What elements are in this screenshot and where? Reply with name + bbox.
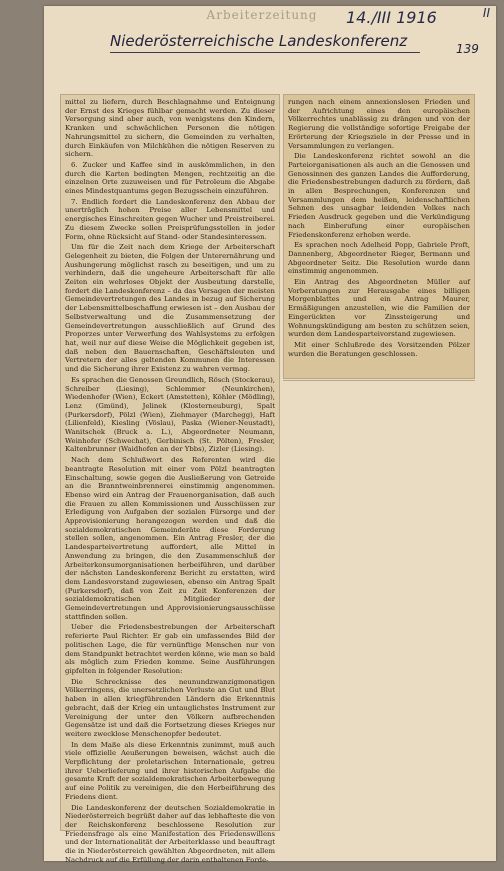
handwritten-title: Niederösterreichische Landeskonferenz: [110, 32, 408, 50]
newspaper-masthead: Arbeiterzeitung: [206, 8, 318, 22]
page-number: II: [482, 6, 490, 20]
clipping-edge: [283, 380, 475, 381]
newspaper-clipping-right: [283, 94, 475, 379]
article-paragraph: Mit einer Schlußrede des Vorsitzenden Pölzer wurden die Beratungen geschlossen.: [288, 340, 470, 358]
handwritten-date: 14./III 1916: [346, 8, 437, 27]
article-paragraph: mittel zu liefern, durch Beschlagnahme und Enteignung der Ernst des Krieges fühlbar gemacht werden. Zu dieser Versorgung sind aber auch, von wenigstens den Kindern, Kranken und schwächlichen Personen die nötigen Nahrungsmittel zu sichern, die Gemeinden zu verhalten, durch Einkäufen von Milchkühen die nötigen Reserven zu sichern.: [65, 98, 275, 159]
article-paragraph: Nach dem Schlußwort des Referenten wird die beantragte Resolution mit einer vom Pölzl beantragten Einschaltung, sowie gegen die Ausließerung von Getreide an die Branntweinbrennerei einstimmig angenommen. Ebenso wird ein Antrag der Frauenorganisation, daß auch die Frauen zu allen Kommissionen und Ausschüssen zur Erledigung von Aufgaben der sozialen Fürsorge und der Approvisionierung herangezogen werden und daß die sozialdemokratischen Gemeinderäte diese Forderung stellen sollen, angenommen. Ein Antrag Fresler, der die Landesparteivertretung auffordert, alle Mittel in Anwendung zu bringen, die den Zusammenschluß der Arbeiterkonsumorganisationen herbeiführen, und darüber der nächsten Landeskonferenz Bericht zu erstatten, wird dem Landesvorstand zugewiesen, ebenso ein Antrag Spalt (Purkersdorf), daß von Zeit zu Zeit Konferenzen der sozialdemokratischen Mitglieder der Gemeindevertretungen und Approvisionierungsausschüsse stattfinden sollen.: [65, 456, 275, 621]
article-paragraph: Es sprachen die Genossen Greundlich, Rösch (Stockerau), Schreiber (Liesing), Schlemmer (Neunkirchen), Wiedenhofer (Wien), Eckert (Amstetten), Köhler (Mödling), Lenz (Gmünd), Jelinek (Klosterneuburg), Spalt (Purkersdorf), Pölzl (Wien), Ziehmayer (Marchegg), Haft (Lilienfeld), Kiesling (Vöslau), Paska (Wiener-Neustadt), Wanitschek (Bruck a. L.), Abgeordneter Neumann, Weinhofer (Schwechat), Gerbinisch (St. Pölten), Fresler, Kaltenbrunner (Waidhofen an der Ybbs), Zizler (Liesing).: [65, 375, 275, 454]
article-paragraph: Um für die Zeit nach dem Kriege der Arbeiterschaft Gelegenheit zu bieten, die Folgen der Unterernährung und Aushungerung möglichst rasch zu beseitigen, und um zu verhindern, daß die ungeheure Arbeiterschaft für alle Zeiten ein wehrloses Objekt der Ausbeutung darstelle, fordert die Landeskonferenz – da das Versagen der meisten Gemeindevertretungen des Landes in bezug auf Sicherung der Lebensmittelbeschaffung erwiesen ist – den Ausbau der Selbstverwaltung und die Zusammensetzung der Gemeindevertretungen ausschließlich auf Grund des Proporzes unter Verwerfung des Wahlsystems zu erfolgen hat, weil nur auf diese Weise die Möglichkeit gegeben ist, daß neben den Bauernschaften, Geschäftsleuten und Vertretern der alles geltenden Kommunen die Interessen und die Sicherung ihrer Existenz zu wahren vermag.: [65, 243, 275, 374]
article-column-left: [61, 95, 279, 869]
article-paragraph: rungen nach einem annexionslosen Frieden und der Aufrichtung eines den europäischen Völkerrechtes unablässig zu drängen und von der Regierung die vollständige sofortige Freigabe der Erörterung der Kriegsziele in der Presse und in Versammlungen zu verlangen.: [288, 98, 470, 150]
article-paragraph: Die Landeskonferenz der deutschen Sozialdemokratie in Niederösterreich begrüßt daher auf das lebhafteste die von der Reichskonferenz beschlossene Resolution zur Friedensfrage als eine Manifestation des Friedenswillens und der Internationalität der Arbeiterklasse und beauftragt die in Niederösterreich gewählten Abgeordneten, mit allem Nachdruck auf die Erfüllung der darin enthaltenen Forde-: [65, 803, 275, 864]
article-paragraph: 6. Zucker und Kaffee sind in auskömmlichen, in den durch die Karten bedingten Mengen, rechtzeitig an die einzelnen Orte zuzuweisen und für Petroleum die Abgabe eines Mindestquantums gegen Bezugsschein einzuführen.: [65, 160, 275, 196]
article-paragraph: In dem Maße als diese Erkenntnis zunimmt, muß auch viele offizielle Aeußerungen beweisen, wächst auch die Verpflichtung der proletarischen Internationale, getreu ihrer Ueberlieferung und ihrer historischen Aufgabe die gesamte Kraft der sozialdemokratischen Arbeiterbewegung auf eine Politik zu vereinigen, die den Herbeiführung des Friedens dient.: [65, 740, 275, 801]
newspaper-clipping-left: [60, 94, 280, 864]
article-paragraph: Ein Antrag des Abgeordneten Müller auf Vorberatungen zur Herausgabe eines billigen Morgenblattes und ein Antrag Maurer, Ermäßigungen anzustellen, wie die Familien der Eingerückten vor Zinssteigerung und Wohnungskündigung am besten zu schützen seien, wurden dem Landesparteivorstand zugewiesen.: [288, 278, 470, 339]
article-paragraph: Die Schrecknisse des neunundzwanzigmonatigen Völkerringens, die unersetzlichen Verluste an Gut und Blut haben in allen kriegführenden Ländern die Erkenntnis gebracht, daß der Krieg ein untauglichstes Instrument zur Vereinigung der unter den Völkern aufbrechenden Gegensätze ist und daß die Fortsetzung dieses Krieges nur weitere zwecklose Menschenopfer bedeutet.: [65, 677, 275, 738]
article-paragraph: Die Landeskonferenz richtet sowohl an die Parteiorganisationen als auch an die Genossen und Genossinnen des ganzen Landes die Aufforderung, die Friedensbestrebungen dadurch zu fördern, daß in allen Besprechungen, Konferenzen und Versammlungen dem heißen, leidenschaftlichen Sehnen des unsagbar leidenden Volkes nach Frieden Ausdruck gegeben und die Verkündigung nach Einberufung einer europäischen Friedenskonferenz erhoben werde.: [288, 152, 470, 239]
archive-number: 139: [456, 42, 479, 56]
article-paragraph: Ueber die Friedensbestrebungen der Arbeiterschaft referierte Paul Richter. Er gab ein umfassendes Bild der politischen Lage, die für vernünftige Menschen nur von dem Standpunkt betrachtet werden könne, wie man so bald als möglich zum Frieden komme. Seine Ausführungen gipfelten in folgender Resolution:: [65, 623, 275, 675]
article-paragraph: 7. Endlich fordert die Landeskonferenz den Abbau der unerträglich hohen Preise aller Lebensmittel und energisches Einschreiten gegen Wucher und Preistreiberei. Zu diesem Zwecke sollen Preisprüfungsstellen in jeder Form, ohne Rücksicht auf Stand- oder Standesinteressen.: [65, 197, 275, 241]
article-paragraph: Es sprachen noch Adelheid Popp, Gabriele Proft, Dannenberg, Abgeordneter Rieger, Bermann und Abgeordneter Seitz. Die Resolution wurde dann einstimmig angenommen.: [288, 241, 470, 276]
article-column-right: [284, 95, 474, 363]
title-underline: [110, 52, 420, 53]
